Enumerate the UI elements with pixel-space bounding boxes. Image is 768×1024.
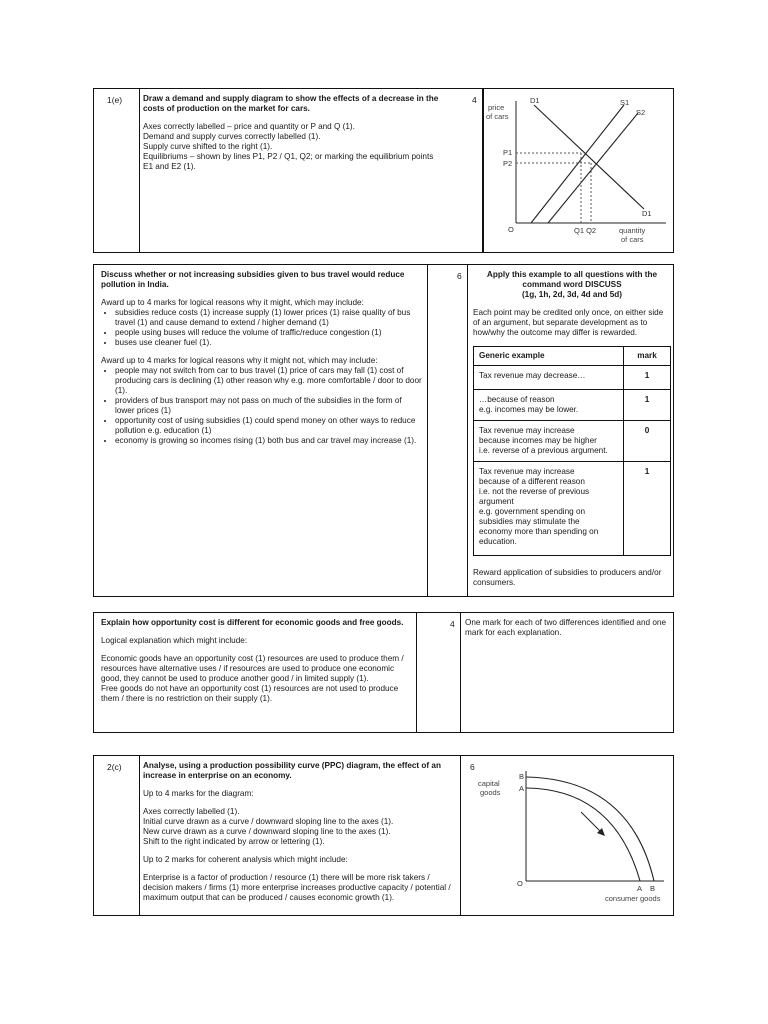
table-row: …because of reason e.g. incomes may be lower. 1 xyxy=(474,390,671,421)
mark-point: Initial curve drawn as a curve / downward sloping line to the axes (1). xyxy=(143,817,394,826)
list-item: • subsidies reduce costs (1) increase supply (1) lower prices (1) raise quality of bus travel (1) and cause demand to extend / higher demand (1) xyxy=(115,308,423,328)
mark-point: Demand and supply curves correctly labelled (1). xyxy=(143,132,321,141)
paragraph: Free goods do not have an opportunity cost (1) resources are not used to produce them / there is no restriction on their supply (1). xyxy=(101,684,399,703)
q1g-table xyxy=(93,264,674,597)
mark-point: Equilibriums – shown by lines P1, P2 / Q1, Q2; or marking the equilibrium points E1 and E2 (1). xyxy=(143,152,434,171)
demand-supply-diagram xyxy=(486,91,672,251)
y-axis-label: of cars xyxy=(486,112,509,121)
question-body xyxy=(101,270,423,454)
q2c-table xyxy=(93,755,674,916)
marks: 6 xyxy=(470,762,475,772)
table-row: Tax revenue may increase because incomes may be higher i.e. reverse of a previous argument. 0 xyxy=(474,421,671,462)
guidance-title: Apply this example to all questions with the xyxy=(486,270,658,279)
award-might-not-intro: Award up to 4 marks for logical reasons why it might not, which may include: xyxy=(101,356,378,365)
question-number: 1(e) xyxy=(107,95,123,105)
marks: 4 xyxy=(472,95,477,105)
intro-text: Logical explanation which might include: xyxy=(101,636,248,645)
label-d1-top: D1 xyxy=(530,96,540,105)
reward-note: Reward application of subsidies to producers and/or consumers. xyxy=(473,568,662,587)
marks: 4 xyxy=(450,619,455,629)
label-b-x: B xyxy=(650,884,656,893)
paragraph: Economic goods have an opportunity cost (1) resources are used to produce them / resources have alternative uses / if resources are used to produce one economic good, they cannot be used to produce another good / in limited supply (1). xyxy=(101,654,404,683)
mark-point: New curve drawn as a curve / downward sloping line to the axes (1). xyxy=(143,827,391,836)
award-might-intro: Award up to 4 marks for logical reasons why it might, which may include: xyxy=(101,298,364,307)
question-number: 2(c) xyxy=(107,762,122,772)
diagram-intro: Up to 4 marks for the diagram: xyxy=(143,789,254,798)
x-axis-label: consumer goods xyxy=(605,894,661,903)
list-item: • providers of bus transport may not pass on much of the subsidies in the form of lower prices (1) xyxy=(115,396,423,416)
ppc-diagram xyxy=(464,759,671,914)
list-item: • people may not switch from car to bus travel (1) price of cars may fall (1) cost of producing cars is declining (1) other reason why e.g. more comfortable / door to door (1). xyxy=(115,366,423,396)
x-axis-label: quantity xyxy=(619,226,646,235)
table-row: Tax revenue may decrease… 1 xyxy=(474,366,671,390)
question-text: Draw a demand and supply diagram to show the effects of a decrease in the costs of production on the market for cars. xyxy=(143,94,439,113)
might-not-list xyxy=(101,366,423,446)
guidance-title: (1g, 1h, 2d, 3d, 4d and 5d) xyxy=(521,290,623,299)
table-row: Tax revenue may increase because of a different reason i.e. not the reverse of previous argument e.g. government spending on subsidies may stimulate the economy more than spending on education. 1 xyxy=(474,462,671,556)
label-p1: P1 xyxy=(503,148,513,157)
mark-point: Shift to the right indicated by arrow or lettering (1). xyxy=(143,837,325,846)
y-axis-label: goods xyxy=(480,788,501,797)
analysis-text: Enterprise is a factor of production / resource (1) there will be more risk takers / decision makers / firms (1) more enterprise increases productive capacity / potential / maximum output that can be produced / causes economic growth (1). xyxy=(143,873,451,902)
table-header: Generic example xyxy=(474,347,624,366)
table-header: mark xyxy=(624,347,671,366)
label-s2: S2 xyxy=(636,108,646,117)
might-list xyxy=(101,308,423,348)
guidance-text: One mark for each of two differences identified and one mark for each explanation. xyxy=(465,618,667,637)
mark-point: Supply curve shifted to the right (1). xyxy=(143,142,273,151)
y-axis-label: price xyxy=(488,103,505,112)
question-text: Analyse, using a production possibility curve (PPC) diagram, the effect of an increase in enterprise on an economy. xyxy=(143,761,441,780)
marks: 6 xyxy=(457,271,462,281)
question-text: Explain how opportunity cost is different for economic goods and free goods. xyxy=(101,618,404,627)
guidance-text: Each point may be credited only once, on either side of an argument, but separate development as to how/why the outcome may differ is rewarded. xyxy=(473,308,664,337)
label-a-x: A xyxy=(637,884,643,893)
label-a-y: A xyxy=(519,784,525,793)
list-item: • economy is growing so incomes rising (1) both bus and car travel may increase (1). xyxy=(115,436,423,446)
guidance-title: command word DISCUSS xyxy=(522,280,622,289)
list-item: • buses use cleaner fuel (1). xyxy=(115,338,423,348)
question-text: Discuss whether or not increasing subsidies given to bus travel would reduce pollution in India. xyxy=(101,270,405,289)
q1e-table xyxy=(93,88,674,253)
question-body xyxy=(143,94,443,172)
label-p2: P2 xyxy=(503,159,513,168)
y-axis-label: capital xyxy=(478,779,500,788)
label-b-y: B xyxy=(519,772,525,781)
label-q1-q2: Q1 Q2 xyxy=(574,226,597,235)
origin-label: O xyxy=(508,225,514,234)
analysis-intro: Up to 2 marks for coherent analysis which might include: xyxy=(143,855,348,864)
opportunity-cost-table xyxy=(93,612,674,733)
mark-point: Axes correctly labelled (1). xyxy=(143,807,240,816)
x-axis-label: of cars xyxy=(621,235,644,244)
label-s1: S1 xyxy=(620,98,630,107)
origin-label: O xyxy=(517,879,523,888)
mark-point: Axes correctly labelled – price and quantity or P and Q (1). xyxy=(143,122,355,131)
question-body xyxy=(101,618,413,704)
list-item: • opportunity cost of using subsidies (1) could spend money on other ways to reduce pollution e.g. education (1) xyxy=(115,416,423,436)
generic-example-table xyxy=(473,346,671,556)
question-body xyxy=(143,761,455,903)
label-d1-bottom: D1 xyxy=(642,209,652,218)
guidance xyxy=(473,270,671,596)
list-item: • people using buses will reduce the volume of traffic/reduce congestion (1) xyxy=(115,328,423,338)
